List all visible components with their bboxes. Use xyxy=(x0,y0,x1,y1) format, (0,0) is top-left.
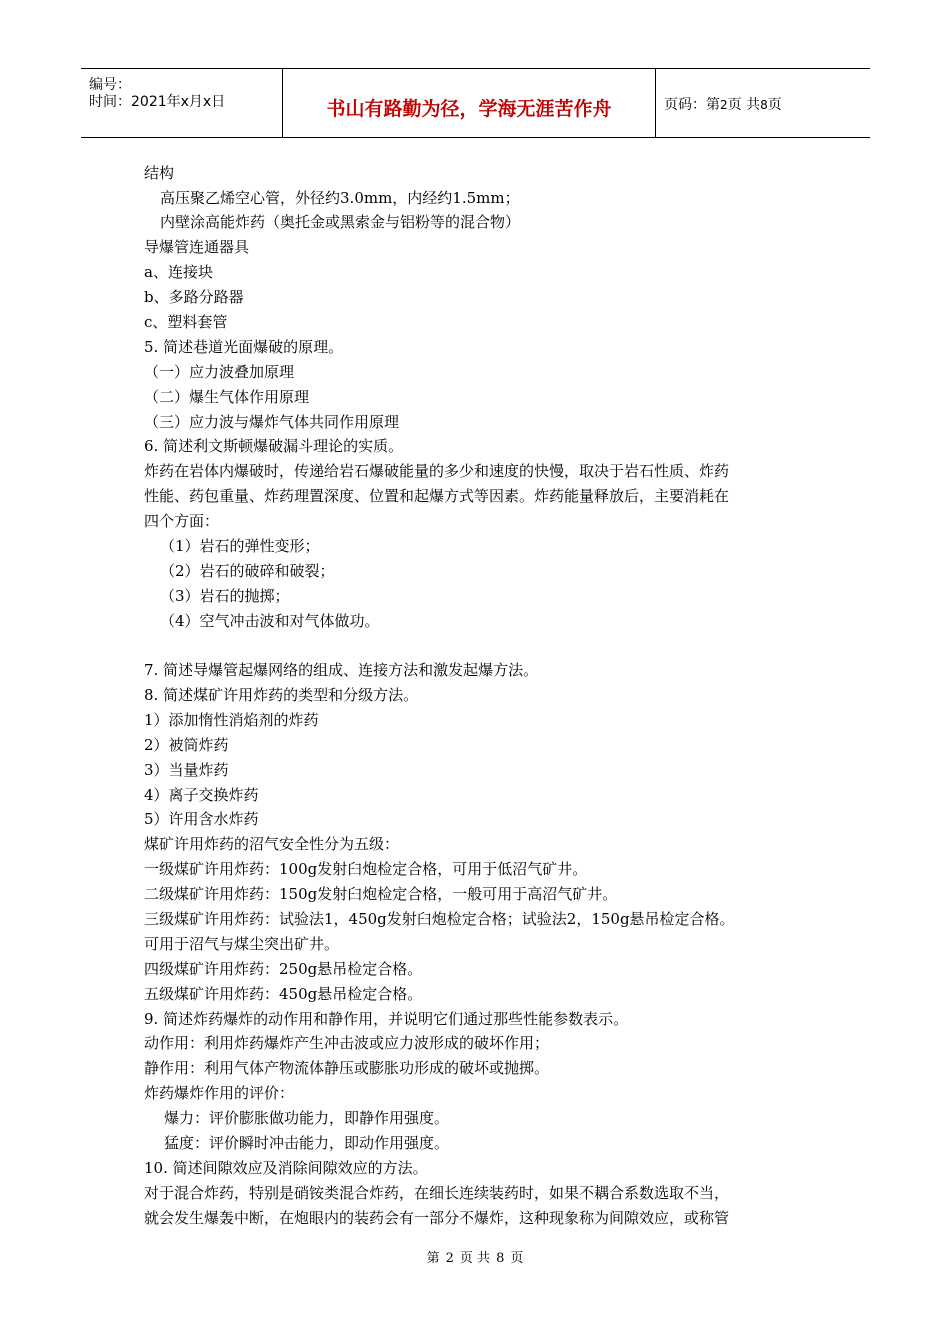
question-heading: 5. 简述巷道光面爆破的原理。 xyxy=(144,338,344,356)
text-line: （一）应力波叠加原理 xyxy=(144,363,295,381)
text-line: 动作用：利用炸药爆炸产生冲击波或应力波形成的破坏作用； xyxy=(144,1034,550,1052)
text-line: 猛度：评价瞬时冲击能力，即动作用强度。 xyxy=(164,1134,450,1152)
text-line: 就会发生爆轰中断，在炮眼内的装药会有一部分不爆炸，这种现象称为间隙效应，或称管 xyxy=(144,1209,730,1227)
text-line: 炸药爆炸作用的评价： xyxy=(144,1084,295,1102)
question-heading: 10. 简述间隙效应及消除间隙效应的方法。 xyxy=(144,1159,428,1177)
text-line: （二）爆生气体作用原理 xyxy=(144,388,310,406)
header-info-cell xyxy=(81,69,283,137)
text-line: 一级煤矿许用炸药：100g发射臼炮检定合格，可用于低沼气矿井。 xyxy=(144,860,588,878)
text-line: 可用于沼气与煤尘突出矿井。 xyxy=(144,935,340,953)
text-line: 1）添加惰性消焰剂的炸药 xyxy=(144,711,319,729)
text-line: 2）被筒炸药 xyxy=(144,736,229,754)
text-line: 煤矿许用炸药的沼气安全性分为五级： xyxy=(144,835,400,853)
text-line: 对于混合炸药，特别是硝铵类混合炸药，在细长连续装药时，如果不耦合系数选取不当， xyxy=(144,1184,730,1202)
text-line: 5）许用含水炸药 xyxy=(144,810,259,828)
text-line: 二级煤矿许用炸药：150g发射臼炮检定合格，一般可用于高沼气矿井。 xyxy=(144,885,618,903)
header-page-indicator xyxy=(664,94,782,114)
header-page-suffix: 页 xyxy=(767,97,782,113)
text-line: （3）岩石的抛掷； xyxy=(160,587,290,605)
text-line: 爆力：评价膨胀做功能力，即静作用强度。 xyxy=(164,1109,450,1127)
text-line: 内壁涂高能炸药（奥托金或黑索金与铝粉等的混合物） xyxy=(160,213,521,231)
footer-prefix: 第 xyxy=(426,1251,440,1266)
header-motto-cell xyxy=(283,69,656,137)
text-line: c、塑料套管 xyxy=(144,313,228,331)
page-header xyxy=(81,68,870,138)
question-heading: 6. 简述利文斯顿爆破漏斗理论的实质。 xyxy=(144,437,404,455)
header-page-prefix: 页码：第 xyxy=(664,97,720,113)
question-heading: 8. 简述煤矿许用炸药的类型和分级方法。 xyxy=(144,686,419,704)
footer-page-current: 2 xyxy=(445,1251,454,1266)
text-line: 三级煤矿许用炸药：试验法1，450g发射臼炮检定合格；试验法2，150g悬吊检定合格。 xyxy=(144,910,735,928)
text-line: （4）空气冲击波和对气体做功。 xyxy=(160,612,380,630)
question-heading: 9. 简述炸药爆炸的动作用和静作用，并说明它们通过那些性能参数表示。 xyxy=(144,1010,629,1028)
text-line: a、连接块 xyxy=(144,263,213,281)
header-motto: 书山有路勤为径，学海无涯苦作舟 xyxy=(326,98,612,120)
header-page-current: 2 xyxy=(720,98,728,112)
text-line: 4）离子交换炸药 xyxy=(144,786,259,804)
text-line: 导爆管连通器具 xyxy=(144,238,250,256)
text-line: （1）岩石的弹性变形； xyxy=(160,537,320,555)
text-line: （2）岩石的破碎和破裂； xyxy=(160,562,335,580)
header-page-cell xyxy=(656,69,870,137)
footer-mid: 页 共 xyxy=(459,1251,491,1266)
text-line: 静作用：利用气体产物流体静压或膨胀功形成的破坏或抛掷。 xyxy=(144,1059,550,1077)
text-line: 结构 xyxy=(144,164,175,182)
text-line: 五级煤矿许用炸药：450g悬吊检定合格。 xyxy=(144,985,423,1003)
header-page-total: 8 xyxy=(760,98,768,112)
footer-suffix: 页 xyxy=(510,1251,524,1266)
footer-page-total: 8 xyxy=(496,1251,505,1266)
text-line: 四级煤矿许用炸药：250g悬吊检定合格。 xyxy=(144,960,423,978)
page-footer xyxy=(0,1247,950,1266)
document-number-label: 编号： xyxy=(89,77,131,93)
text-line: 高压聚乙烯空心管，外径约3.0mm，内经约1.5mm； xyxy=(160,189,520,207)
text-line: （三）应力波与爆炸气体共同作用原理 xyxy=(144,413,400,431)
question-heading: 7. 简述导爆管起爆网络的组成、连接方法和激发起爆方法。 xyxy=(144,661,539,679)
text-line: b、多路分路器 xyxy=(144,288,244,306)
text-line: 四个方面： xyxy=(144,512,220,530)
text-line: 性能、药包重量、炸药理置深度、位置和起爆方式等因素。炸药能量释放后，主要消耗在 xyxy=(144,487,730,505)
document-date: 时间：2021年x月x日 xyxy=(89,94,226,110)
text-line: 炸药在岩体内爆破时，传递给岩石爆破能量的多少和速度的快慢，取决于岩石性质、炸药 xyxy=(144,462,730,480)
header-page-mid: 页 共 xyxy=(727,97,761,113)
text-line: 3）当量炸药 xyxy=(144,761,229,779)
